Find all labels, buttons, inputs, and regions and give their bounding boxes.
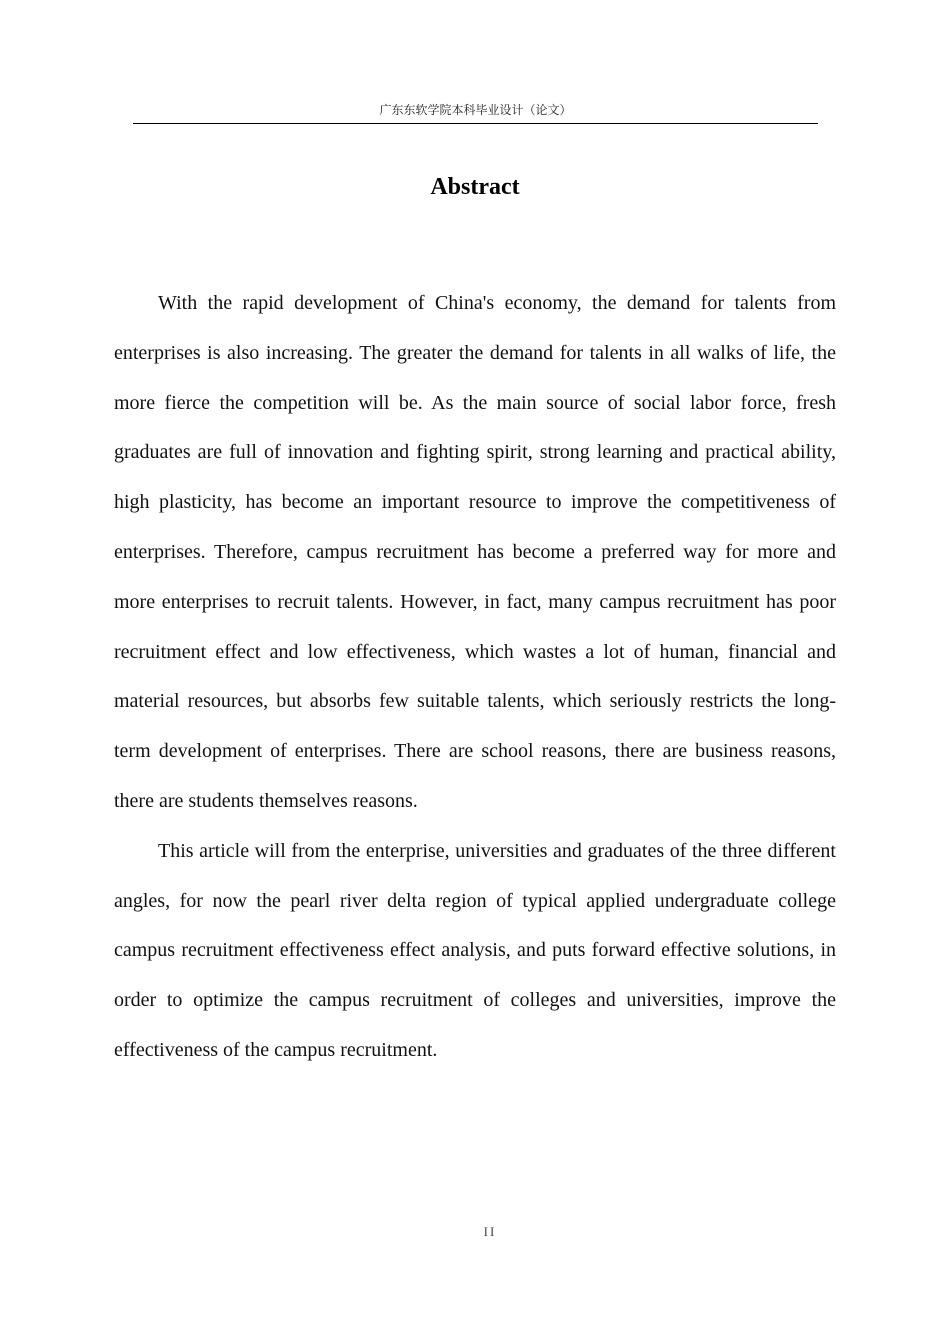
abstract-body [114,279,836,1076]
running-header: 广东东软学院本科毕业设计（论文） [379,103,572,117]
header-divider [133,123,818,124]
abstract-paragraph-1: With the rapid development of China's economy, the demand for talents from enterprises is also increasing. The greater the demand for talents in all walks of life, the more fierce the competition will be. As the main source of social labor force, fresh graduates are full of innovation and fighting spirit, strong learning and practical ability, high plasticity, has become an important resource to improve the competitiveness of enterprises. Therefore, campus recruitment has become a preferred way for more and more enterprises to recruit talents. However, in fact, many campus recruitment has poor recruitment effect and low effectiveness, which wastes a lot of human, financial and material resources, but absorbs few suitable talents, which seriously restricts the long-term development of enterprises. There are school reasons, there are business reasons, there are students themselves reasons. [114,292,836,812]
abstract-paragraph-2: This article will from the enterprise, universities and graduates of the three different angles, for now the pearl river delta region of typical applied undergraduate college campus recruitment effectiveness effect analysis, and puts forward effective solutions, in order to optimize the campus recruitment of colleges and universities, improve the effectiveness of the campus recruitment. [114,839,836,1061]
page-number: II [483,1224,497,1239]
abstract-title: Abstract [430,174,520,200]
